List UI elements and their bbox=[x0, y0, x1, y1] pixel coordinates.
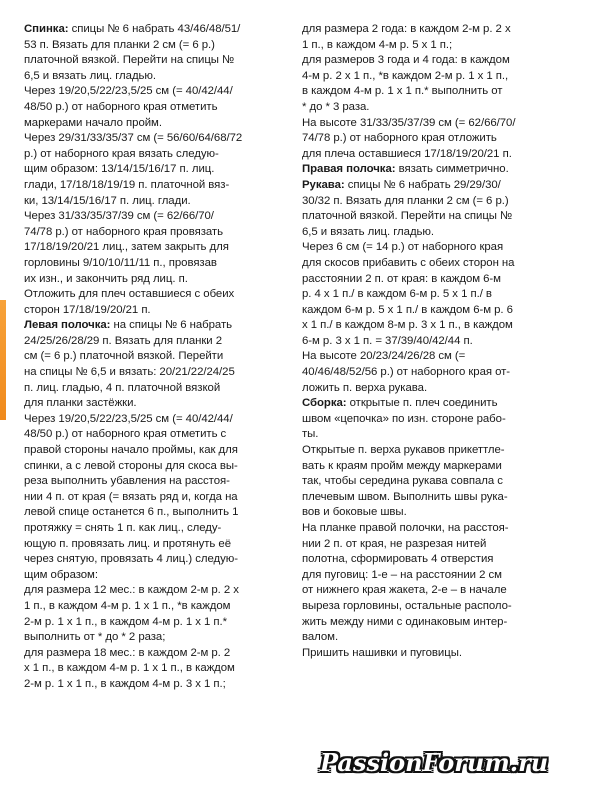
watermark-logo: PassionForum.ru bbox=[320, 748, 549, 777]
paragraph bbox=[302, 53, 574, 115]
paragraph bbox=[24, 646, 292, 693]
paragraph bbox=[302, 521, 574, 646]
section-heading: Сборка: bbox=[302, 397, 347, 410]
paragraph-text: Через 19/20,5/22/23,5/25 см (= 40/42/44/ 48/50 р.) от наборного края отметить с правой стороны начало проймы, как для спинки, а с левой стороны для скоса вы- реза выполнить убавления на расстоя- нии 4 п. от края (= вязать ряд и, когда на левой спице останется 6 п., выполнить 1 протяжку = снять 1 п. как лиц., следу- ющую п. провязать лиц. и протянуть её через снятую, провязать 4 лиц.) следую- щим образом: bbox=[24, 412, 239, 581]
paragraph-text: Через 6 см (= 14 р.) от наборного края для скосов прибавить с обеих сторон на расстоянии 2 п. от края: в каждом 6-м р. 4 х 1 п./ в каждом 6-м р. 5 х 1 п./ в каждом 6-м р. 5 х 1 п./ в каждом 6-м р. 6 х 1 п./ в каждом 8-м р. 3 х 1 п., в каждом 6-м р. 3 х 1 п. = 37/39/40/42/44 п. bbox=[302, 241, 515, 347]
left-column bbox=[24, 22, 292, 693]
right-column bbox=[302, 22, 574, 661]
paragraph bbox=[302, 646, 574, 662]
paragraph-text: Отложить для плеч оставшиеся с обеих сторон 17/18/19/20/21 п. bbox=[24, 288, 235, 316]
section-heading: Спинка: bbox=[24, 23, 69, 35]
paragraph-text: Через 29/31/33/35/37 см (= 56/60/64/68/72 р.) от наборного края вязать следую- щим образом: 13/14/15/16/17 п. лиц. глади, 17/18/18/19/19 п. платочной вяз- ки, 13/14/15/16/17 п. лиц. глади. bbox=[24, 132, 243, 207]
paragraph-text: Через 19/20,5/22/23,5/25 см (= 40/42/44/ 48/50 р.) от наборного края отметить маркерами начало пройм. bbox=[24, 85, 233, 129]
paragraph bbox=[302, 240, 574, 349]
paragraph bbox=[24, 84, 292, 131]
paragraph-text: для размера 2 года: в каждом 2-м р. 2 х 1 п., в каждом 4-м р. 5 х 1 п.; bbox=[302, 23, 511, 51]
paragraph bbox=[24, 583, 292, 645]
paragraph-text: На высоте 20/23/24/26/28 см (= 40/46/48/52/56 р.) от наборного края от- ложить п. верха рукава. bbox=[302, 350, 511, 394]
page-edge-accent bbox=[0, 0, 6, 800]
paragraph-text: вязать симметрично. bbox=[395, 163, 509, 176]
paragraph-text: открытые п. плеч соединить швом «цепочка» по изн. стороне рабо- ты. bbox=[302, 397, 506, 441]
paragraph-text: для размеров 3 года и 4 года: в каждом 4-м р. 2 х 1 п., *в каждом 2-м р. 1 х 1 п., в каждом 4-м р. 1 х 1 п.* выполнить от * до * 3 раза. bbox=[302, 54, 510, 113]
paragraph-text: Пришить нашивки и пуговицы. bbox=[302, 646, 462, 659]
section-heading: Рукава: bbox=[302, 178, 345, 191]
paragraph-text: на спицы № 6 набрать 24/25/26/28/29 п. Вязать для планки 2 см (= 6 р.) платочной вязкой. Перейти на спицы № 6,5 и вязать: 20/21/22/24/25 п. лиц. гладью, 4 п. платочной вязкой для планки застёжки. bbox=[24, 319, 235, 410]
paragraph-text: Открытые п. верха рукавов прикеттле- вать к краям пройм между маркерами так, чтобы середина рукава совпала с плечевым швом. Выполнить швы рука- вов и боковые швы. bbox=[302, 444, 508, 519]
paragraph bbox=[24, 412, 292, 584]
paragraph-text: спицы № 6 набрать 29/29/30/ 30/32 п. Вязать для планки 2 см (= 6 р.) платочной вязкой. Перейти на спицы № 6,5 и вязать лиц. гладью. bbox=[302, 178, 513, 238]
paragraph bbox=[302, 396, 574, 443]
paragraph bbox=[302, 443, 574, 521]
paragraph-text: На планке правой полочки, на расстоя- нии 2 п. от края, не разрезая нитей полотна, сформировать 4 отверстия для пуговиц: 1-е – на расстоянии 2 см от нижнего края жакета, 2-е – в начале выреза горловины, остальные располо- жить между ними с одинаковым интер- валом. bbox=[302, 522, 512, 644]
section-heading: Левая полочка: bbox=[24, 319, 111, 332]
paragraph bbox=[24, 318, 292, 412]
paragraph-text: для размера 18 мес.: в каждом 2-м р. 2 х 1 п., в каждом 4-м р. 1 х 1 п., в каждом 2-м р. 1 х 1 п., в каждом 4-м р. 3 х 1 п.; bbox=[24, 646, 235, 690]
paragraph-text: На высоте 31/33/35/37/39 см (= 62/66/70/ 74/78 р.) от наборного края отложить для плеча оставшиеся 17/18/19/20/21 п. bbox=[302, 116, 516, 160]
paragraph bbox=[24, 22, 292, 84]
paragraph-text: для размера 12 мес.: в каждом 2-м р. 2 х 1 п., в каждом 4-м р. 1 х 1 п., *в каждом 2-м р. 1 х 1 п., в каждом 4-м р. 1 х 1 п.* выполнить от * до * 2 раза; bbox=[24, 584, 239, 644]
paragraph bbox=[302, 349, 574, 396]
paragraph bbox=[302, 178, 574, 240]
paragraph bbox=[302, 22, 574, 53]
paragraph-text: спицы № 6 набрать 43/46/48/51/ 53 п. Вязать для планки 2 см (= 6 р.) платочной вязкой. Перейти на спицы № 6,5 и вязать лиц. гладью. bbox=[24, 23, 241, 82]
section-heading: Правая полочка: bbox=[302, 163, 396, 176]
paragraph bbox=[302, 162, 574, 178]
paragraph bbox=[24, 209, 292, 287]
paragraph-text: Через 31/33/35/37/39 см (= 62/66/70/ 74/78 р.) от наборного края провязать 17/18/19/20/21 лиц., затем закрыть для горловины 9/10/10/11/11 п., провязав их изн., и закончить ряд лиц. п. bbox=[24, 210, 229, 285]
paragraph bbox=[302, 116, 574, 163]
paragraph bbox=[24, 287, 292, 318]
paragraph bbox=[24, 131, 292, 209]
